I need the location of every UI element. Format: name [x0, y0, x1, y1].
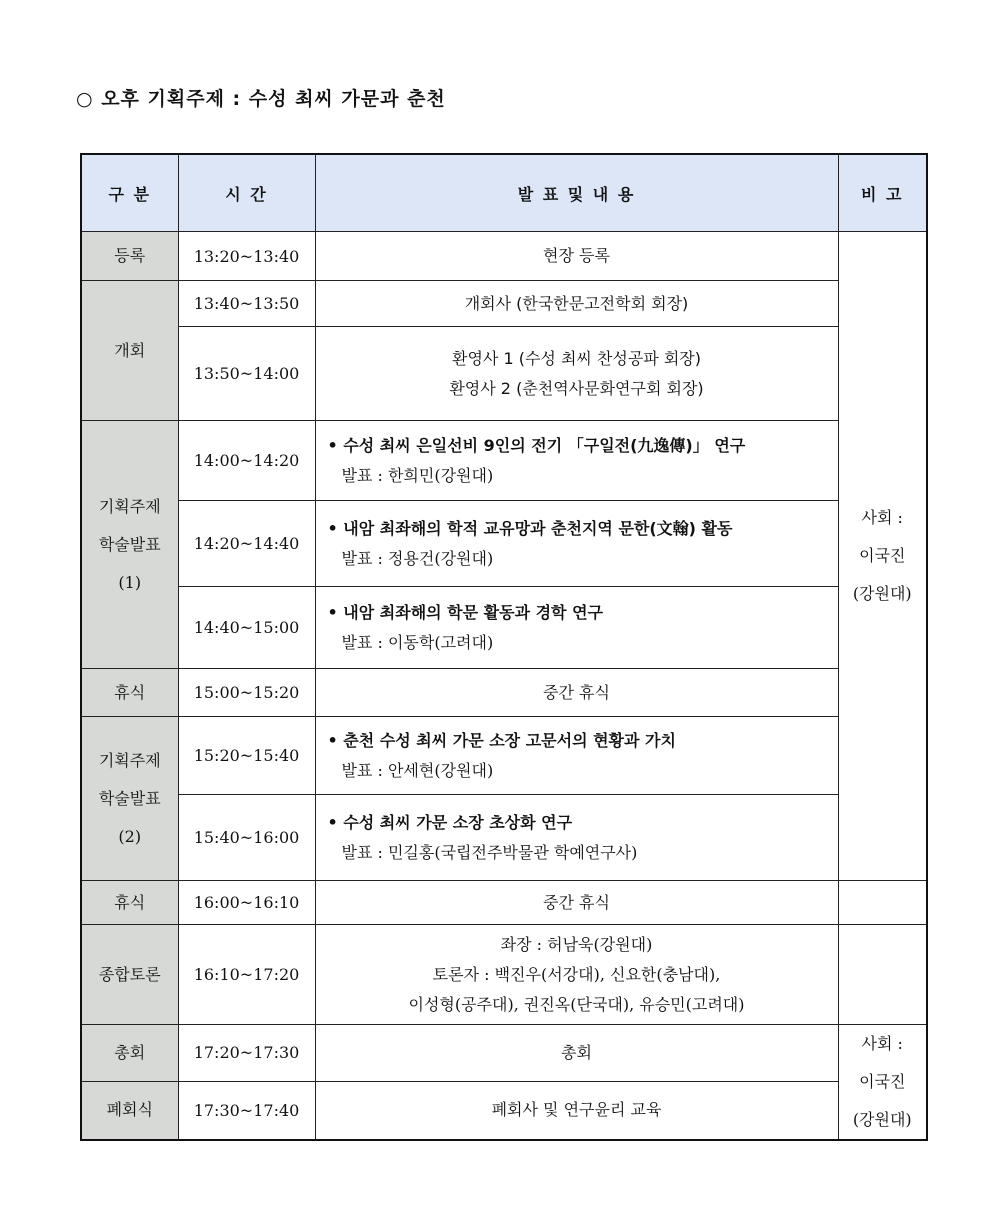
talk-cell — [315, 795, 838, 881]
talk-title: • 수성 최씨 은일선비 9인의 전기 「구일전(九逸傳)」 연구 — [327, 435, 746, 455]
moderator-name: 이국진 — [859, 546, 906, 565]
content-cell: 중간 휴식 — [315, 669, 838, 717]
category-cell: 등록 — [81, 232, 178, 281]
talk-cell — [315, 421, 838, 501]
category-line: 기획주제 — [98, 496, 161, 516]
time-cell: 15:20~15:40 — [178, 717, 315, 795]
time-cell: 13:20~13:40 — [178, 232, 315, 281]
time-cell: 13:40~13:50 — [178, 281, 315, 327]
note-cell — [838, 881, 927, 925]
talk-title: • 춘천 수성 최씨 가문 소장 고문서의 현황과 가치 — [327, 730, 676, 750]
category-line: 학술발표 — [98, 788, 161, 808]
page-heading: ○ 오후 기획주제 : 수성 최씨 가문과 춘천 — [76, 88, 446, 110]
time-cell: 15:40~16:00 — [178, 795, 315, 881]
talk-cell — [315, 587, 838, 669]
header-note: 비 고 — [838, 154, 927, 232]
content-cell: 중간 휴식 — [315, 881, 838, 925]
table-row — [81, 232, 927, 281]
content-cell: 폐회사 및 연구윤리 교육 — [315, 1081, 838, 1140]
table-row — [81, 281, 927, 327]
talk-title: • 내암 최좌해의 학적 교유망과 춘천지역 문한(文翰) 활동 — [327, 518, 733, 538]
talk-presenter: 발표 : 한희민(강원대) — [341, 465, 494, 485]
table-row — [81, 1025, 927, 1082]
category-cell: 폐회식 — [81, 1081, 178, 1140]
time-cell: 14:40~15:00 — [178, 587, 315, 669]
category-cell: 개회 — [81, 281, 178, 421]
content-cell — [315, 925, 838, 1025]
discussion-panel-1: 토론자 : 백진우(서강대), 신요한(충남대), — [432, 964, 721, 984]
category-cell: 총회 — [81, 1025, 178, 1082]
table-row — [81, 327, 927, 421]
category-line: (2) — [118, 826, 142, 846]
category-cell: 휴식 — [81, 881, 178, 925]
talk-presenter: 발표 : 안세현(강원대) — [341, 760, 494, 780]
category-cell — [81, 717, 178, 881]
time-cell: 14:00~14:20 — [178, 421, 315, 501]
category-line: 기획주제 — [98, 750, 161, 770]
table-row — [81, 795, 927, 881]
table-row — [81, 587, 927, 669]
table-row — [81, 881, 927, 925]
moderator-label: 사회 : — [861, 1034, 903, 1053]
moderator-affiliation: (강원대) — [852, 584, 912, 603]
talk-cell — [315, 717, 838, 795]
note-cell — [838, 925, 927, 1025]
header-row — [81, 154, 927, 232]
table-row — [81, 501, 927, 587]
header-time: 시 간 — [178, 154, 315, 232]
talk-presenter: 발표 : 이동학(고려대) — [341, 632, 494, 652]
discussion-panel-2: 이성형(공주대), 권진옥(단국대), 유승민(고려대) — [408, 994, 745, 1014]
table-row — [81, 925, 927, 1025]
content-cell: 총회 — [315, 1025, 838, 1082]
talk-title: • 수성 최씨 가문 소장 초상화 연구 — [327, 812, 573, 832]
header-content: 발 표 및 내 용 — [315, 154, 838, 232]
time-cell: 16:00~16:10 — [178, 881, 315, 925]
time-cell: 13:50~14:00 — [178, 327, 315, 421]
moderator-note — [838, 1025, 927, 1141]
talk-title: • 내암 최좌해의 학문 활동과 경학 연구 — [327, 602, 603, 622]
table-row — [81, 717, 927, 795]
content-cell — [315, 327, 838, 421]
content-cell: 현장 등록 — [315, 232, 838, 281]
time-cell: 16:10~17:20 — [178, 925, 315, 1025]
table-row — [81, 421, 927, 501]
category-cell: 휴식 — [81, 669, 178, 717]
time-cell: 17:20~17:30 — [178, 1025, 315, 1082]
schedule-table — [80, 153, 928, 1141]
category-line: 학술발표 — [98, 534, 161, 554]
time-cell: 14:20~14:40 — [178, 501, 315, 587]
discussion-chair: 좌장 : 허남욱(강원대) — [500, 934, 653, 954]
moderator-name: 이국진 — [859, 1072, 906, 1091]
moderator-label: 사회 : — [861, 508, 903, 527]
category-cell: 종합토론 — [81, 925, 178, 1025]
talk-presenter: 발표 : 민길홍(국립전주박물관 학예연구사) — [341, 842, 638, 862]
moderator-note — [838, 232, 927, 881]
welcome-speech-1: 환영사 1 (수성 최씨 찬성공파 회장) — [451, 348, 702, 368]
category-line: (1) — [118, 572, 142, 592]
table-row — [81, 669, 927, 717]
table-row — [81, 1081, 927, 1140]
welcome-speech-2: 환영사 2 (춘천역사문화연구회 회장) — [449, 378, 704, 398]
content-cell: 개회사 (한국한문고전학회 회장) — [315, 281, 838, 327]
category-cell — [81, 421, 178, 669]
time-cell: 17:30~17:40 — [178, 1081, 315, 1140]
talk-cell — [315, 501, 838, 587]
talk-presenter: 발표 : 정용건(강원대) — [341, 548, 494, 568]
moderator-affiliation: (강원대) — [852, 1110, 912, 1129]
header-category: 구 분 — [81, 154, 178, 232]
time-cell: 15:00~15:20 — [178, 669, 315, 717]
